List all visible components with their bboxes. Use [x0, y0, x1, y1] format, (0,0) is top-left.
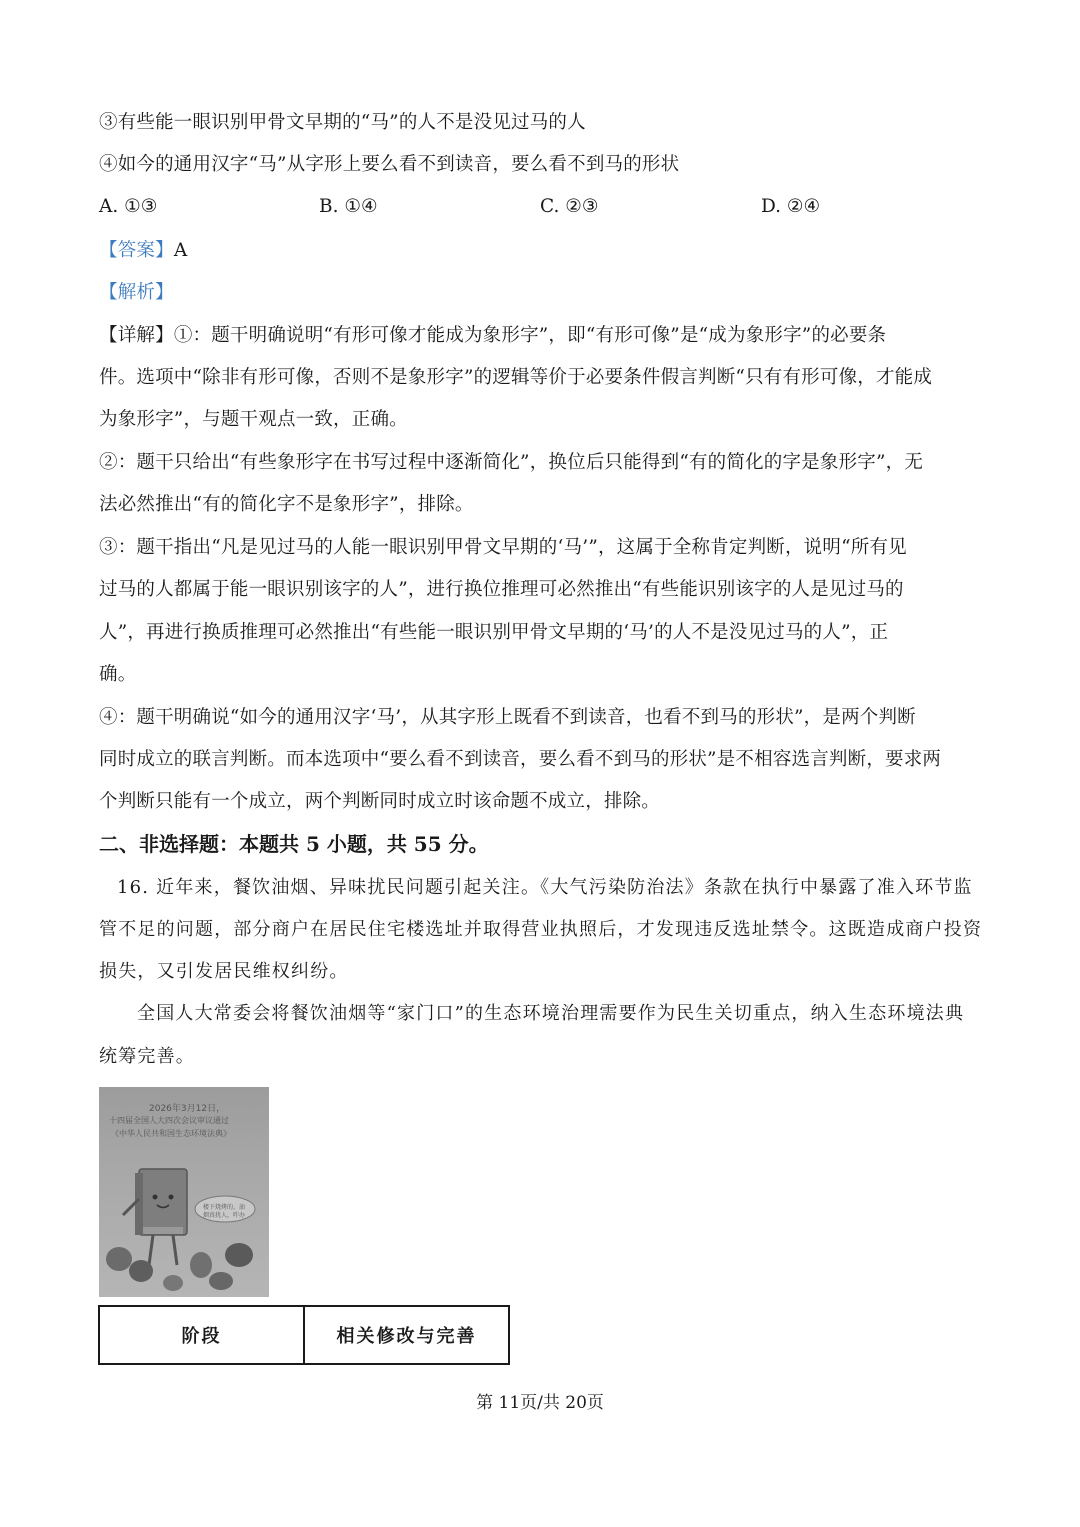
detail-line-6: ③：题干指出“凡是见过马的人能一眼识别甲骨文早期的‘马’”，这属于全称肯定判断，说明“所有见: [99, 537, 907, 558]
detail-line-7: 过马的人都属于能一眼识别该字的人”，进行换位推理可必然推出“有些能识别该字的人是见过马的: [99, 579, 904, 600]
detail-line-8: 人”，再进行换质推理可必然推出“有些能一眼识别甲骨文早期的‘马’的人不是没见过马的人”，正: [99, 622, 889, 643]
q16-line-3: 损失，又引发居民维权纠纷。: [99, 961, 349, 982]
detail-line-5: 法必然推出“有的简化字不是象形字”，排除。: [99, 494, 474, 515]
detail-line-12: 个判断只能有一个成立，两个判断同时成立时该命题不成立，排除。: [99, 791, 661, 812]
q16-line-5: 统筹完善。: [99, 1046, 195, 1067]
detail-line-3: 为象形字”，与题干观点一致，正确。: [99, 409, 408, 430]
detail-line-1: 【详解】①：题干明确说明“有形可像才能成为象形字”，即“有形可像”是“成为象形字”的必要条: [99, 325, 887, 346]
analysis-tag: 【解析】: [99, 282, 174, 303]
detail-line-2: 件。选项中“除非有形可像，否则不是象形字”的逻辑等价于必要条件假言判断“只有有形可像，才能成: [99, 367, 933, 388]
option-d: D. ②④: [761, 196, 821, 217]
detail-line-10: ④：题干明确说“如今的通用汉字‘马’，从其字形上既看不到读音，也看不到马的形状”，是两个判断: [99, 707, 916, 728]
speech-bubble-text: 楼下烧烤的，油烟真扰人，咋办: [203, 1204, 246, 1219]
q16-line-4: 全国人大常委会将餐饮油烟等“家门口”的生态环境治理需要作为民生关切重点，纳入生态环境法典: [137, 1003, 965, 1024]
detail-line-11: 同时成立的联言判断。而本选项中“要么看不到读音，要么看不到马的形状”是不相容选言判断，要求两: [99, 749, 942, 770]
answer-value: A: [173, 240, 188, 261]
option-a: A. ①③: [99, 196, 158, 217]
option-b: B. ①④: [319, 196, 378, 217]
detail-tag: 【详解】: [99, 325, 174, 346]
option-statement-3: ③有些能一眼识别甲骨文早期的“马”的人不是没见过马的人: [99, 112, 586, 133]
answer-line: [99, 239, 989, 263]
q16-line-1: 16. 近年来，餐饮油烟、异味扰民问题引起关注。《大气污染防治法》条款在执行中暴露了准入环节监: [117, 877, 973, 898]
header-stage: 阶段: [99, 1306, 304, 1364]
section-title: 二、非选择题：本题共 5 小题，共 55 分。: [99, 832, 489, 856]
q16-line-2: 管不足的问题，部分商户在居民住宅楼选址并取得营业执照后，才发现违反选址禁令。这既造成商户投资: [99, 919, 983, 940]
page-footer: 第 11页/共 20页: [476, 1393, 604, 1413]
answer-tag: 【答案】: [99, 240, 174, 261]
detail-line-9: 确。: [99, 664, 137, 685]
option-statement-4: ④如今的通用汉字“马”从字形上要么看不到读音，要么看不到马的形状: [99, 154, 680, 175]
answer-options: [99, 196, 979, 220]
law-code-photo: 2026年3月12日， 十四届全国人大四次会议审议通过 《中华人民共和国生态环境法典》 楼下烧烤的，油烟真扰人，咋办: [99, 1087, 269, 1297]
stage-table: [98, 1305, 510, 1365]
book-mascot-illustration: [99, 1087, 269, 1297]
option-c: C. ②③: [540, 196, 599, 217]
detail-line-4: ②：题干只给出“有些象形字在书写过程中逐渐简化”，换位后只能得到“有的简化的字是象形字”，无: [99, 452, 924, 473]
table-header-row: [99, 1306, 509, 1364]
header-changes: 相关修改与完善: [304, 1306, 509, 1364]
